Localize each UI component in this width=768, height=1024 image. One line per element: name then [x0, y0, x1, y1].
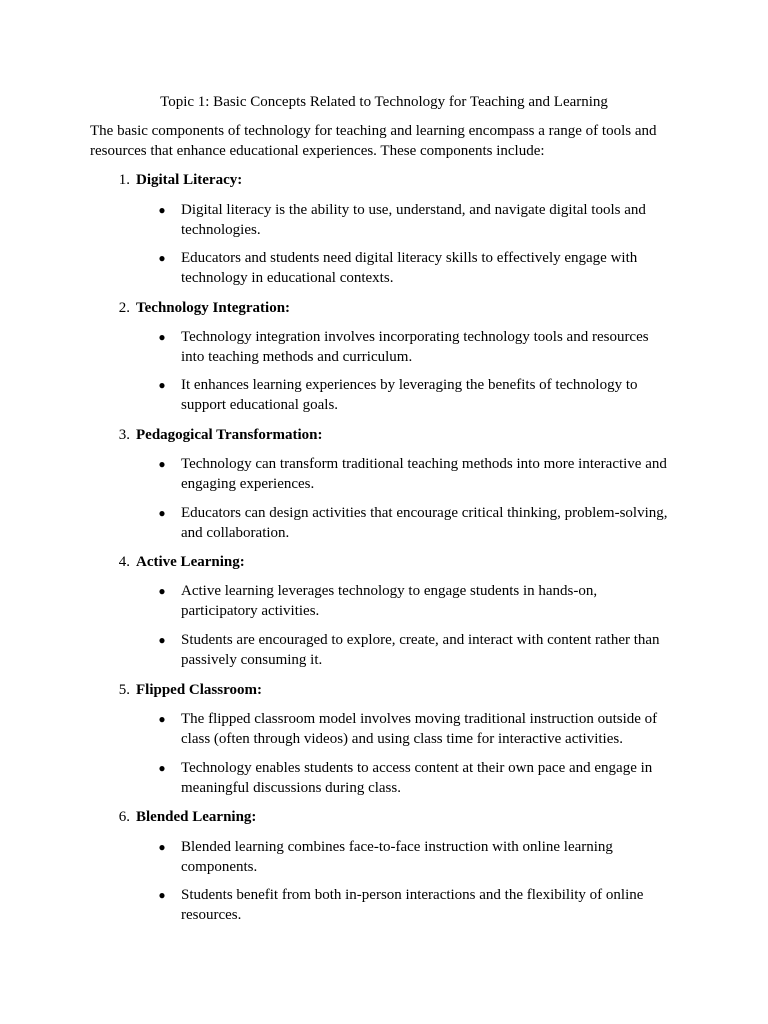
- bullet-dot-icon: ●: [158, 712, 166, 726]
- section-number: 3.: [118, 427, 130, 443]
- section-heading: [0, 553, 768, 573]
- bullet-dot-icon: ●: [158, 840, 166, 854]
- bullet-text: Active learning leverages technology to engage students in hands-on, participatory activities.: [181, 583, 598, 619]
- bullet-dot-icon: ●: [158, 633, 166, 647]
- section-number: 6.: [118, 809, 130, 825]
- bullet-text: Technology enables students to access content at their own pace and engage in meaningful discussions during class.: [181, 760, 653, 796]
- section-number: 5.: [118, 682, 130, 698]
- section-heading: [0, 808, 768, 828]
- section-heading: [0, 171, 768, 191]
- bullet-text: Blended learning combines face-to-face instruction with online learning components.: [181, 839, 613, 875]
- document-title: Topic 1: Basic Concepts Related to Technology for Teaching and Learning: [160, 94, 608, 110]
- bullet-dot-icon: ●: [158, 584, 166, 598]
- bullet-text: It enhances learning experiences by leveraging the benefits of technology to support educational goals.: [181, 377, 638, 413]
- bullet-text: Educators and students need digital literacy skills to effectively engage with technology in educational contexts.: [181, 250, 638, 286]
- section-number: 1.: [118, 172, 130, 188]
- section-title: Flipped Classroom:: [136, 682, 262, 698]
- bullet-text: Technology integration involves incorporating technology tools and resources into teaching methods and curriculum.: [181, 329, 649, 365]
- bullet-dot-icon: ●: [158, 330, 166, 344]
- bullet-text: Technology can transform traditional teaching methods into more interactive and engaging experiences.: [181, 456, 667, 492]
- bullet-dot-icon: ●: [158, 203, 166, 217]
- section-number: 4.: [118, 554, 130, 570]
- bullet-dot-icon: ●: [158, 761, 166, 775]
- section-heading: [0, 426, 768, 446]
- bullet-dot-icon: ●: [158, 888, 166, 902]
- bullet-dot-icon: ●: [158, 506, 166, 520]
- intro-paragraph: The basic components of technology for teaching and learning encompass a range of tools and resources that enhance educational experiences. These components include:: [90, 123, 657, 159]
- section-heading: [0, 299, 768, 319]
- bullet-dot-icon: ●: [158, 251, 166, 265]
- bullet-text: Students are encouraged to explore, create, and interact with content rather than passively consuming it.: [181, 632, 660, 668]
- bullet-text: Educators can design activities that encourage critical thinking, problem-solving, and collaboration.: [181, 505, 668, 541]
- bullet-text: The flipped classroom model involves moving traditional instruction outside of class (often through videos) and using class time for interactive activities.: [181, 711, 658, 747]
- section-number: 2.: [118, 300, 130, 316]
- bullet-text: Students benefit from both in-person interactions and the flexibility of online resources.: [181, 887, 644, 923]
- section-title: Blended Learning:: [136, 809, 257, 825]
- section-title: Technology Integration:: [136, 300, 291, 316]
- section-title: Pedagogical Transformation:: [136, 427, 323, 443]
- section-heading: [0, 681, 768, 701]
- bullet-dot-icon: ●: [158, 457, 166, 471]
- section-title: Digital Literacy:: [136, 172, 243, 188]
- bullet-dot-icon: ●: [158, 378, 166, 392]
- bullet-text: Digital literacy is the ability to use, understand, and navigate digital tools and technologies.: [181, 202, 646, 238]
- section-title: Active Learning:: [136, 554, 245, 570]
